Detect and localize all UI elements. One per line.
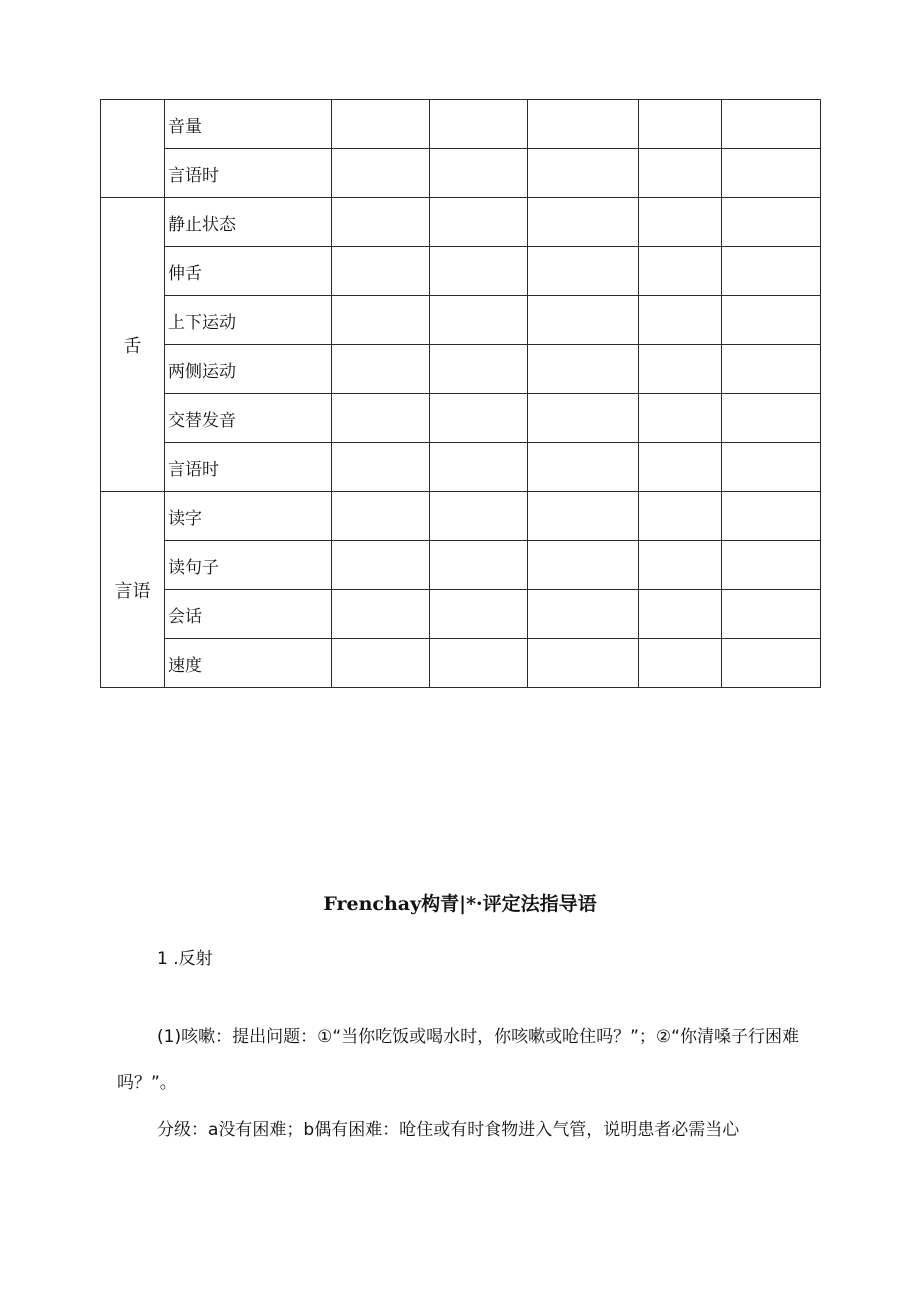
score-cell	[639, 443, 722, 492]
score-cell	[722, 296, 821, 345]
score-cell	[332, 296, 430, 345]
score-cell	[639, 345, 722, 394]
table-row	[101, 590, 821, 639]
score-cell	[430, 492, 528, 541]
score-cell	[639, 198, 722, 247]
table-row	[101, 198, 821, 247]
score-cell	[722, 541, 821, 590]
category-cell: 言语	[101, 492, 165, 688]
item-cell: 音量	[165, 100, 332, 149]
table-row	[101, 443, 821, 492]
score-cell	[430, 394, 528, 443]
score-cell	[430, 100, 528, 149]
item-cell: 读句子	[165, 541, 332, 590]
score-cell	[332, 247, 430, 296]
score-cell	[332, 198, 430, 247]
table-row	[101, 296, 821, 345]
score-cell	[528, 590, 639, 639]
paragraph-cough	[117, 1014, 822, 1106]
score-cell	[639, 296, 722, 345]
page-heading: Frenchay构青|*·评定法指导语	[323, 893, 597, 915]
paragraph-text: (1)咳嗽：提出问题：①“当你吃饭或喝水时，你咳嗽或呛住吗？”；②“你清嗓子行困难吗？”。	[117, 1027, 799, 1093]
score-cell	[722, 345, 821, 394]
item-cell: 速度	[165, 639, 332, 688]
score-cell	[639, 590, 722, 639]
item-cell: 静止状态	[165, 198, 332, 247]
score-cell	[639, 149, 722, 198]
score-cell	[528, 394, 639, 443]
item-cell: 言语时	[165, 149, 332, 198]
paragraph-text: 分级：a没有困难；b偶有困难：呛住或有时食物进入气管，说明患者必需当心	[157, 1120, 740, 1140]
score-cell	[430, 198, 528, 247]
score-cell	[639, 394, 722, 443]
score-cell	[639, 541, 722, 590]
table-row	[101, 345, 821, 394]
score-cell	[332, 492, 430, 541]
score-cell	[528, 541, 639, 590]
score-cell	[332, 345, 430, 394]
score-cell	[639, 100, 722, 149]
section-title: 1 .反射	[157, 949, 213, 969]
table-row	[101, 100, 821, 149]
score-cell	[528, 639, 639, 688]
score-cell	[332, 590, 430, 639]
score-cell	[430, 590, 528, 639]
score-cell	[332, 541, 430, 590]
paragraph-grading	[117, 1107, 822, 1153]
score-cell	[528, 247, 639, 296]
table-row	[101, 149, 821, 198]
score-cell	[332, 149, 430, 198]
score-cell	[722, 492, 821, 541]
score-cell	[722, 394, 821, 443]
item-cell: 上下运动	[165, 296, 332, 345]
score-cell	[722, 247, 821, 296]
category-cell	[101, 100, 165, 198]
item-cell: 两侧运动	[165, 345, 332, 394]
score-cell	[430, 149, 528, 198]
score-cell	[639, 639, 722, 688]
score-cell	[722, 639, 821, 688]
item-cell: 会话	[165, 590, 332, 639]
score-cell	[430, 345, 528, 394]
score-cell	[430, 296, 528, 345]
score-cell	[722, 590, 821, 639]
score-cell	[722, 149, 821, 198]
table-row	[101, 394, 821, 443]
table-row	[101, 639, 821, 688]
score-cell	[722, 198, 821, 247]
score-cell	[332, 394, 430, 443]
score-cell	[332, 639, 430, 688]
category-cell: 舌	[101, 198, 165, 492]
score-cell	[722, 100, 821, 149]
score-cell	[430, 639, 528, 688]
score-cell	[528, 443, 639, 492]
item-cell: 言语时	[165, 443, 332, 492]
score-cell	[430, 541, 528, 590]
table-row	[101, 492, 821, 541]
score-cell	[430, 247, 528, 296]
table-row	[101, 541, 821, 590]
score-cell	[528, 492, 639, 541]
score-cell	[639, 492, 722, 541]
score-cell	[430, 443, 528, 492]
score-cell	[528, 149, 639, 198]
score-cell	[639, 247, 722, 296]
score-cell	[332, 100, 430, 149]
item-cell: 交替发音	[165, 394, 332, 443]
table-row	[101, 247, 821, 296]
score-cell	[528, 345, 639, 394]
item-cell: 读字	[165, 492, 332, 541]
score-cell	[528, 100, 639, 149]
item-cell: 伸舌	[165, 247, 332, 296]
score-cell	[528, 296, 639, 345]
score-cell	[722, 443, 821, 492]
evaluation-table	[100, 99, 821, 688]
score-cell	[332, 443, 430, 492]
score-cell	[528, 198, 639, 247]
